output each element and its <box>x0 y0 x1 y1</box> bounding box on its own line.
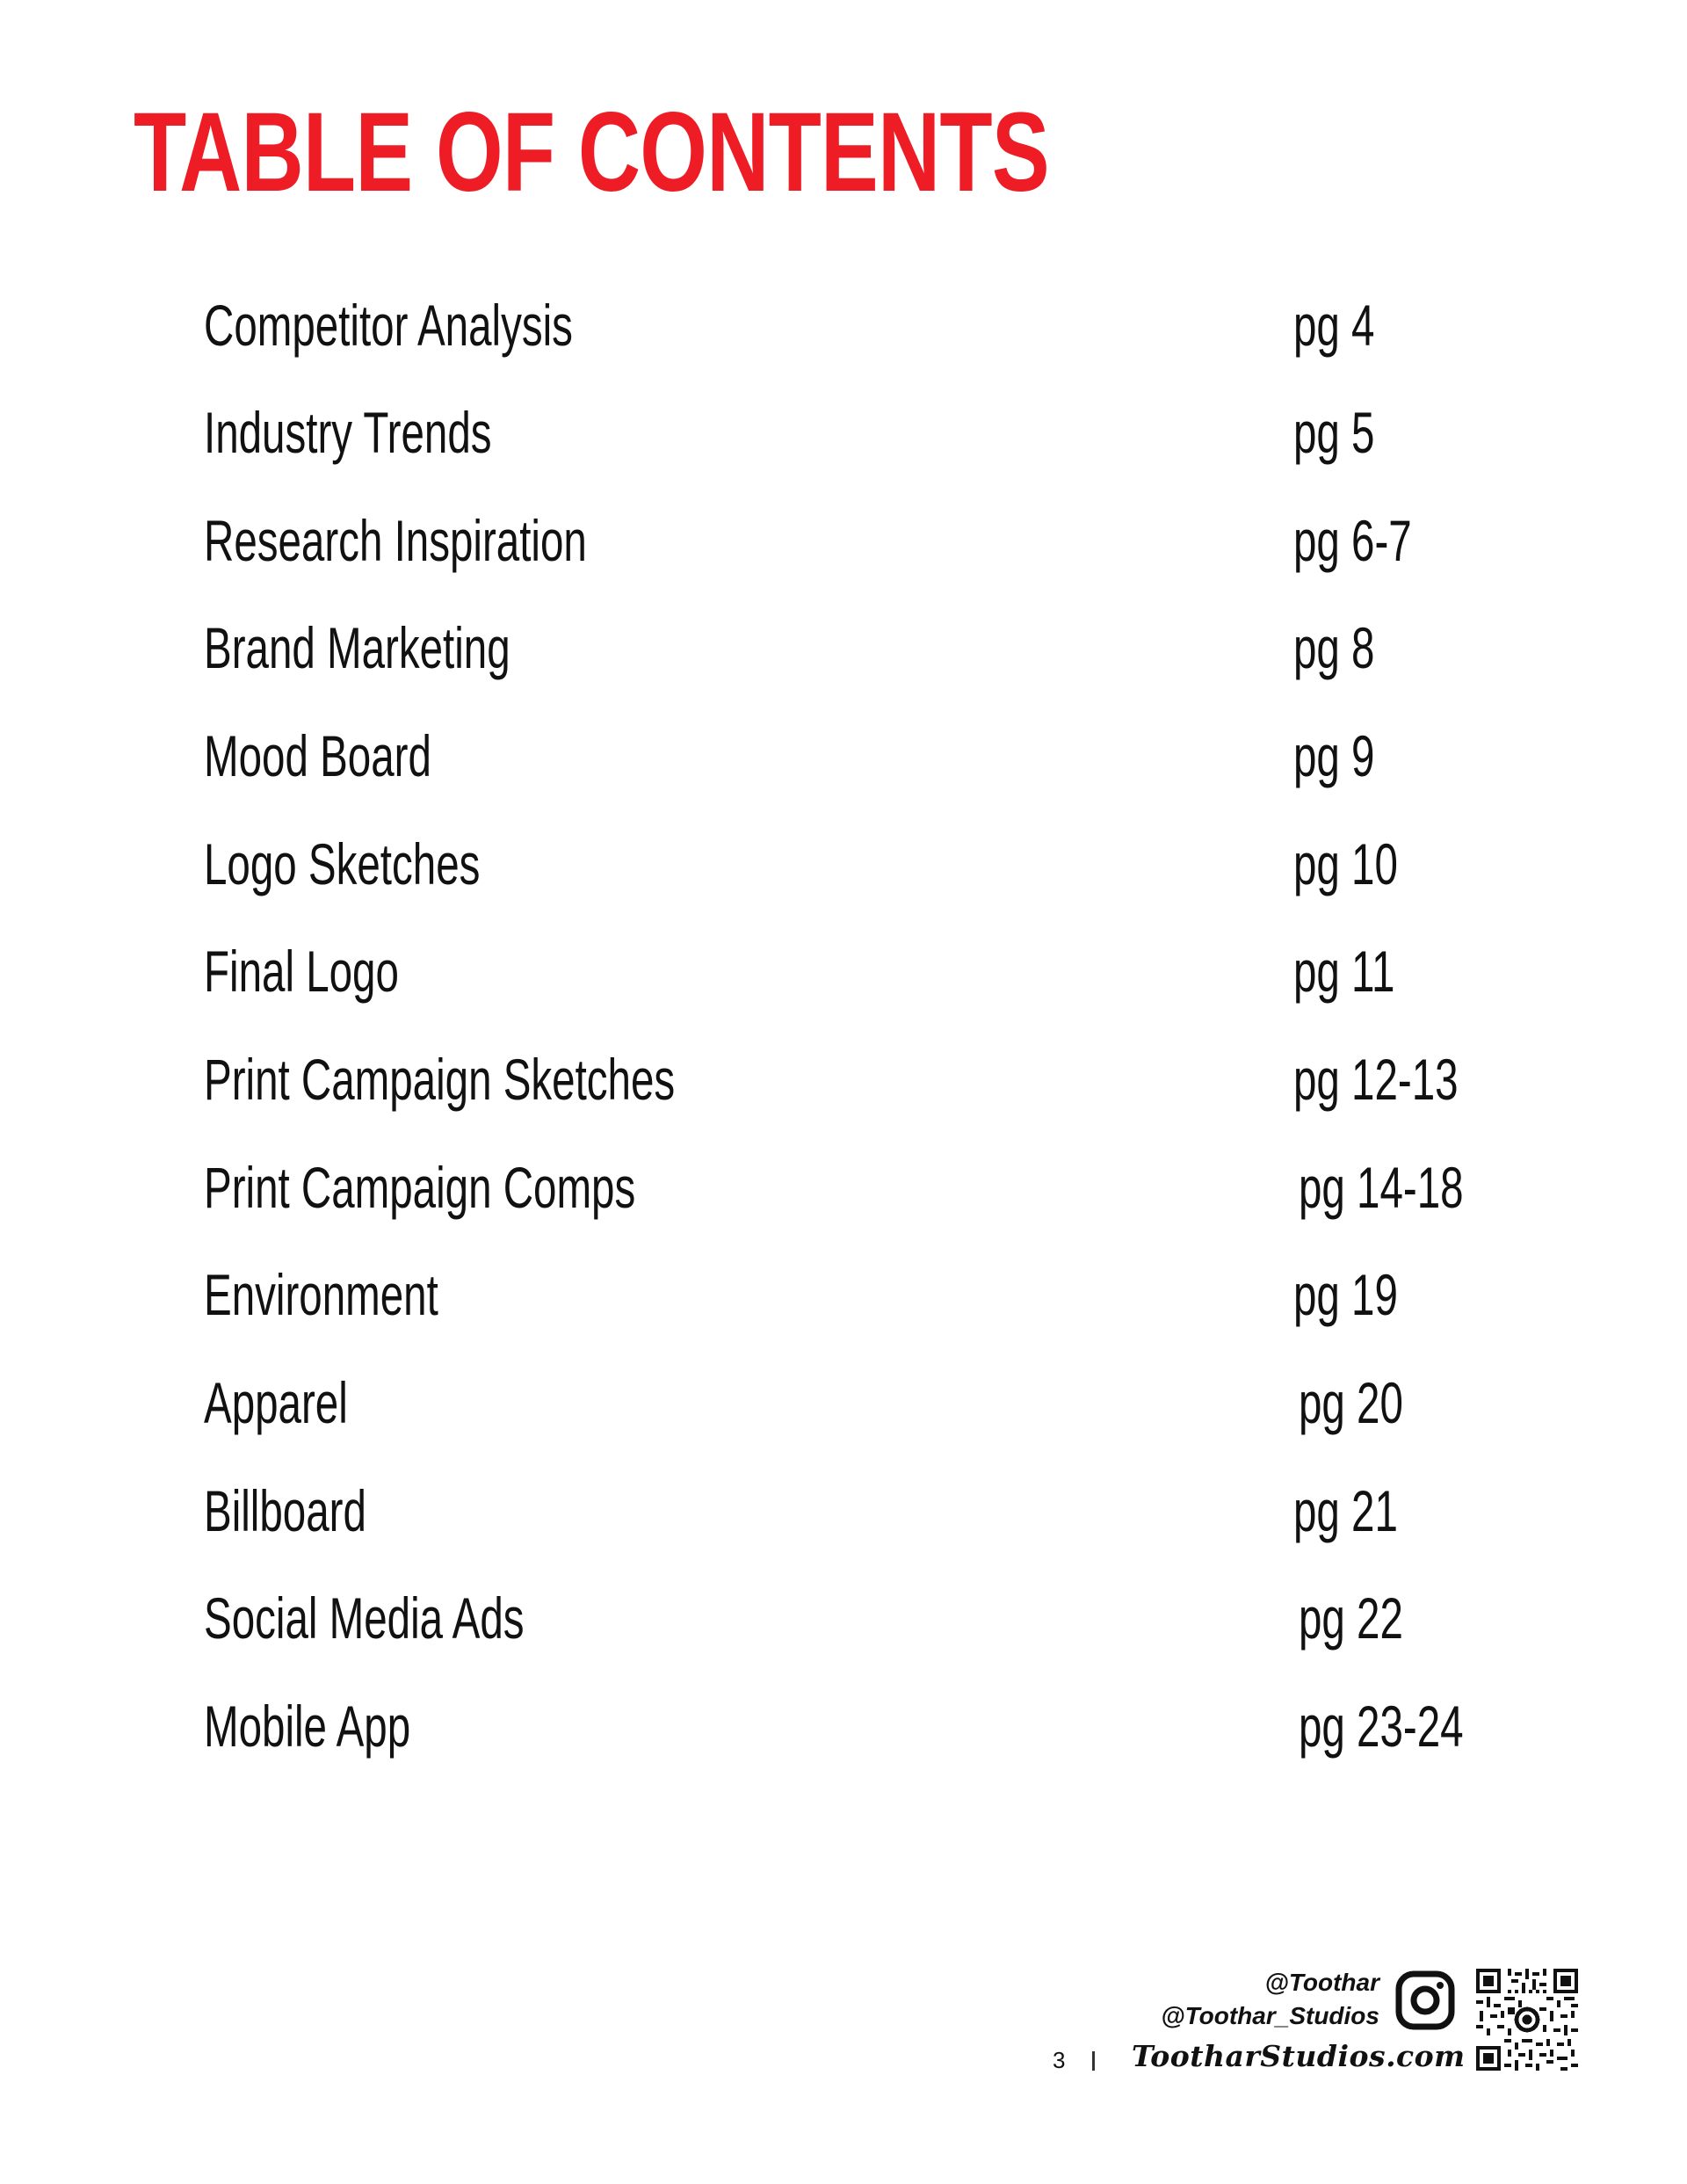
social-handle[interactable]: @Toothar_Studios <box>1161 2002 1379 2029</box>
toc-entry[interactable] <box>0 1687 1687 1766</box>
toc-entry-label: Print Campaign Sketches <box>204 1047 676 1112</box>
toc-entry[interactable] <box>0 1471 1687 1550</box>
toc-entry-label: Environment <box>204 1262 438 1327</box>
toc-entry-page: pg 21 <box>1293 1478 1398 1543</box>
toc-entry[interactable] <box>0 393 1687 472</box>
toc-entry-page: pg 5 <box>1293 400 1375 465</box>
toc-entry-page: pg 20 <box>1299 1370 1403 1435</box>
social-handle[interactable]: @Toothar <box>1264 1969 1379 1996</box>
toc-entry-label: Logo Sketches <box>204 831 481 896</box>
toc-entry-label: Billboard <box>204 1478 366 1543</box>
toc-entry-label: Apparel <box>204 1370 348 1435</box>
toc-entry-page: pg 12-13 <box>1293 1047 1459 1112</box>
toc-entry[interactable] <box>0 286 1687 365</box>
toc-entry[interactable] <box>0 1578 1687 1658</box>
toc-entry-label: Print Campaign Comps <box>204 1155 636 1220</box>
toc-entry-page: pg 10 <box>1293 831 1398 896</box>
toc-entry-page: pg 8 <box>1293 615 1375 680</box>
toc-entry-label: Social Media Ads <box>204 1585 525 1651</box>
toc-entry[interactable] <box>0 1040 1687 1119</box>
toc-entry-label: Final Logo <box>204 939 399 1004</box>
qr-code-icon[interactable] <box>1476 1969 1578 2071</box>
website-link[interactable]: TootharStudios.com <box>1132 2039 1466 2073</box>
page-number: 3 <box>1053 2047 1066 2073</box>
toc-entry-page: pg 14-18 <box>1299 1155 1464 1220</box>
toc-entry[interactable] <box>0 1148 1687 1227</box>
toc-entry-label: Mood Board <box>204 723 431 788</box>
toc-entry-page: pg 23-24 <box>1299 1694 1464 1759</box>
toc-entry-label: Mobile App <box>204 1694 411 1759</box>
toc-entry-page: pg 6-7 <box>1293 508 1412 573</box>
instagram-icon[interactable] <box>1395 1970 1455 2030</box>
toc-entry[interactable] <box>0 501 1687 580</box>
toc-entry-label: Research Inspiration <box>204 508 587 573</box>
toc-entry[interactable] <box>0 1363 1687 1442</box>
footer-divider <box>1092 2051 1095 2071</box>
toc-entry-page: pg 9 <box>1293 723 1375 788</box>
toc-entry[interactable] <box>0 716 1687 795</box>
toc-entry-page: pg 22 <box>1299 1585 1403 1651</box>
toc-entry-label: Industry Trends <box>204 400 492 465</box>
toc-entry-page: pg 19 <box>1293 1262 1398 1327</box>
page-title: TABLE OF CONTENTS <box>134 90 1049 215</box>
toc-entry-page: pg 11 <box>1293 939 1395 1004</box>
toc-entry[interactable] <box>0 932 1687 1011</box>
toc-entry[interactable] <box>0 608 1687 687</box>
toc-entry-label: Competitor Analysis <box>204 293 573 358</box>
social-handles <box>1161 1966 1379 2033</box>
toc-entry[interactable] <box>0 824 1687 903</box>
toc-entry-label: Brand Marketing <box>204 615 510 680</box>
toc-entry[interactable] <box>0 1255 1687 1334</box>
toc-entry-page: pg 4 <box>1293 293 1375 358</box>
